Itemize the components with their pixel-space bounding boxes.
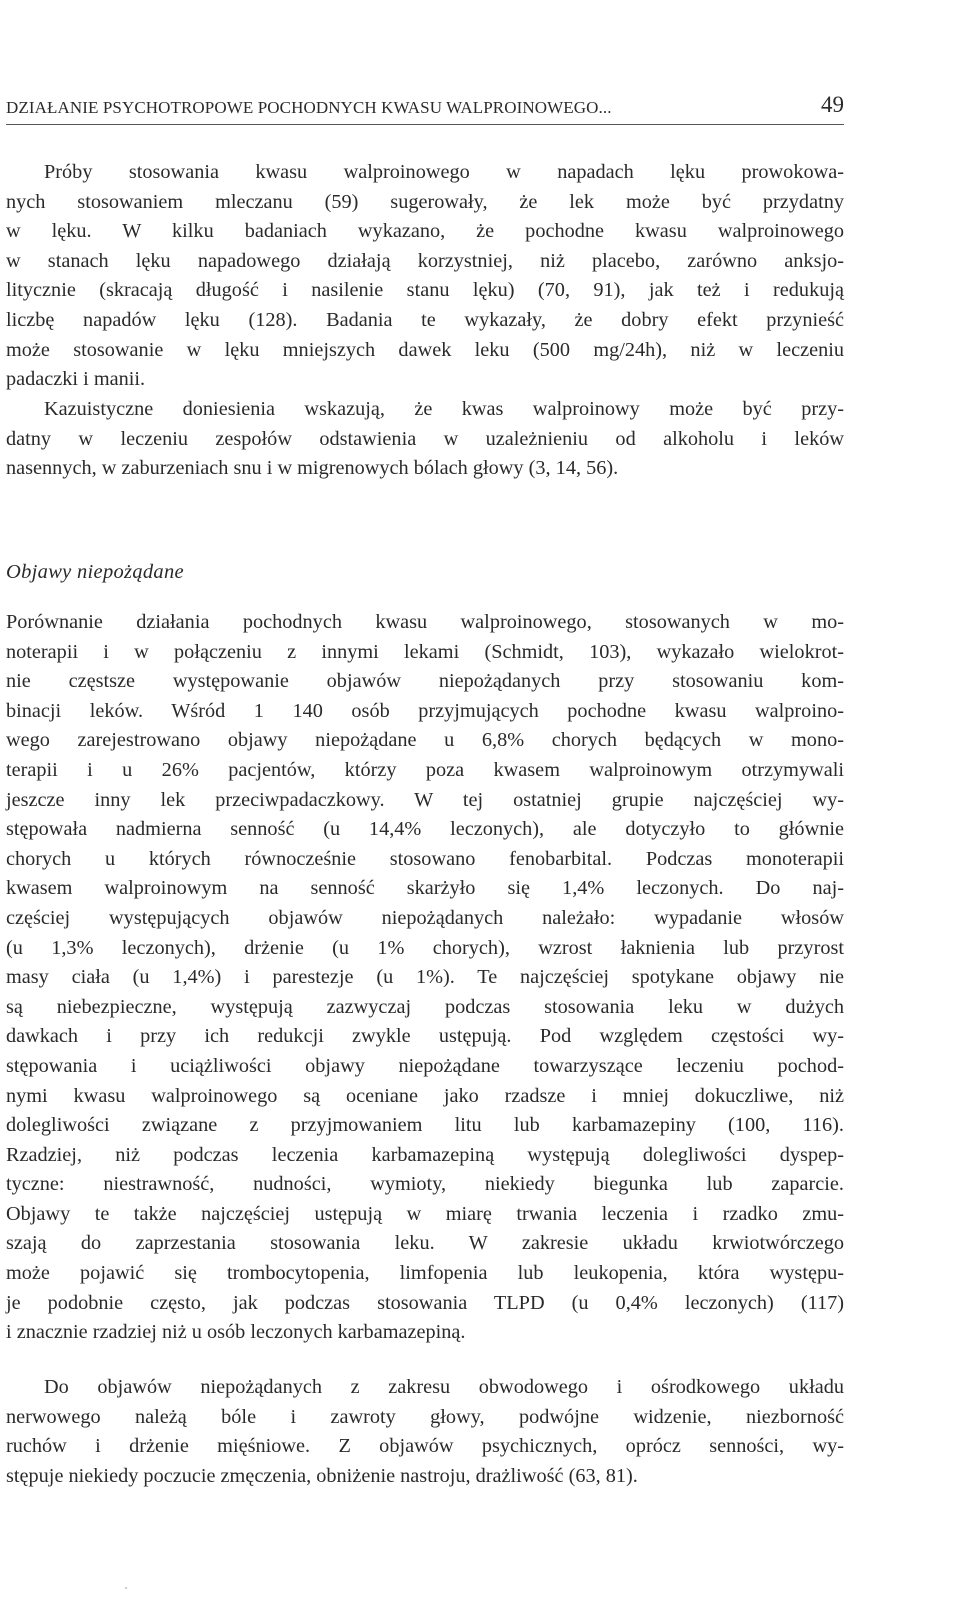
text-line: tyczne: niestrawność, nudności, wymioty, niekiedy biegunka lub zaparcie.	[6, 1173, 844, 1196]
text-line: nych stosowaniem mleczanu (59) sugerowały, że lek może być przydatny	[6, 190, 844, 213]
text-line: Objawy te także najczęściej ustępują w miarę trwania leczenia i rzadko zmu-	[6, 1202, 844, 1225]
scan-speck	[125, 1587, 127, 1589]
text-line: wego zarejestrowano objawy niepożądane u 6,8% chorych będących w mono-	[6, 729, 844, 752]
text-line: są niebezpieczne, występują zazwyczaj podczas stosowania leku w dużych	[6, 995, 844, 1018]
text-line: masy ciała (u 1,4%) i parestezje (u 1%). Te najczęściej spotykane objawy nie	[6, 966, 844, 989]
text-line: jeszcze inny lek przeciwpadaczkowy. W tej ostatniej grupie najczęściej wy-	[6, 788, 844, 811]
text-line: stępuje niekiedy poczucie zmęczenia, obniżenie nastroju, drażliwość (63, 81).	[6, 1464, 638, 1487]
text-line: Porównanie działania pochodnych kwasu walproinowego, stosowanych w mo-	[6, 611, 844, 633]
text-line: Do objawów niepożądanych z zakresu obwodowego i ośrodkowego układu	[44, 1376, 844, 1398]
paragraph-casuistic	[6, 395, 844, 484]
section-heading: Objawy niepożądane	[6, 561, 184, 583]
text-line: kwasem walproinowym na senność skarżyło się 1,4% leczonych. Do naj-	[6, 877, 844, 900]
text-line: może stosowanie w lęku mniejszych dawek leku (500 mg/24h), niż w leczeniu	[6, 338, 844, 361]
text-line: i znacznie rzadziej niż u osób leczonych karbamazepiną.	[6, 1321, 466, 1344]
text-line: Rzadziej, niż podczas leczenia karbamazepiną występują dolegliwości dyspep-	[6, 1143, 844, 1166]
text-line: nerwowego należą bóle i zawroty głowy, podwójne widzenie, niezborność	[6, 1405, 844, 1428]
text-line: terapii i u 26% pacjentów, którzy poza kwasem walproinowym otrzymywali	[6, 758, 844, 781]
text-line: nymi kwasu walproinowego są oceniane jako rzadsze i mniej dokuczliwe, niż	[6, 1084, 844, 1107]
text-line: je podobnie często, jak podczas stosowania TLPD (u 0,4% leczonych) (117)	[6, 1291, 844, 1314]
paragraph-nervous-system	[6, 1373, 844, 1491]
text-line: Kazuistyczne doniesienia wskazują, że kwas walproinowy może być przy-	[44, 398, 844, 420]
text-line: dawkach i przy ich redukcji zwykle ustępują. Pod względem częstości wy-	[6, 1025, 844, 1048]
text-line: (u 1,3% leczonych), drżenie (u 1% chorych), wzrost łaknienia lub przyrost	[6, 936, 844, 959]
text-line: Próby stosowania kwasu walproinowego w napadach lęku prowokowa-	[44, 161, 844, 183]
text-line: binacji leków. Wśród 1 140 osób przyjmujących pochodne kwasu walproino-	[6, 699, 844, 722]
text-line: ruchów i drżenie mięśniowe. Z objawów psychicznych, oprócz senności, wy-	[6, 1435, 844, 1458]
running-title: DZIAŁANIE PSYCHOTROPOWE POCHODNYCH KWASU WALPROINOWEGO...	[6, 98, 612, 117]
text-line: nasennych, w zaburzeniach snu i w migrenowych bólach głowy (3, 14, 56).	[6, 457, 619, 480]
text-line: chorych u których równocześnie stosowano fenobarbital. Podczas monoterapii	[6, 847, 844, 870]
text-line: litycznie (skracają długość i nasilenie stanu lęku) (70, 91), jak też i redukują	[6, 279, 844, 302]
text-line: noterapii i w połączeniu z innymi lekami (Schmidt, 103), wykazało wielokrot-	[6, 640, 844, 663]
text-line: dolegliwości związane z przyjmowaniem litu lub karbamazepiny (100, 116).	[6, 1114, 844, 1137]
running-header	[6, 92, 844, 122]
text-line: padaczki i manii.	[6, 368, 146, 391]
text-line: nie częstsze występowanie objawów niepożądanych przy stosowaniu kom-	[6, 670, 844, 693]
text-line: stępowania i uciążliwości objawy niepożądane towarzyszące leczeniu pochod-	[6, 1054, 844, 1077]
header-rule	[6, 124, 844, 125]
text-line: datny w leczeniu zespołów odstawienia w uzależnieniu od alkoholu i leków	[6, 427, 844, 450]
text-line: liczbę napadów lęku (128). Badania te wykazały, że dobry efekt przynieść	[6, 308, 844, 331]
text-line: w stanach lęku napadowego działają korzystniej, niż placebo, zarówno anksjo-	[6, 249, 844, 272]
text-line: stępowała nadmierna senność (u 14,4% leczonych), ale dotyczyło to głównie	[6, 818, 844, 841]
text-line: w lęku. W kilku badaniach wykazano, że pochodne kwasu walproinowego	[6, 220, 844, 243]
text-line: może pojawić się trombocytopenia, limfopenia lub leukopenia, która występu-	[6, 1262, 844, 1285]
text-line: częściej występujących objawów niepożądanych należało: wypadanie włosów	[6, 906, 844, 929]
page-number: 49	[821, 92, 844, 117]
paragraph-adverse-effects	[6, 608, 844, 1348]
paragraph-anxiety	[6, 158, 844, 395]
text-line: szają do zaprzestania stosowania leku. W zakresie układu krwiotwórczego	[6, 1232, 844, 1255]
